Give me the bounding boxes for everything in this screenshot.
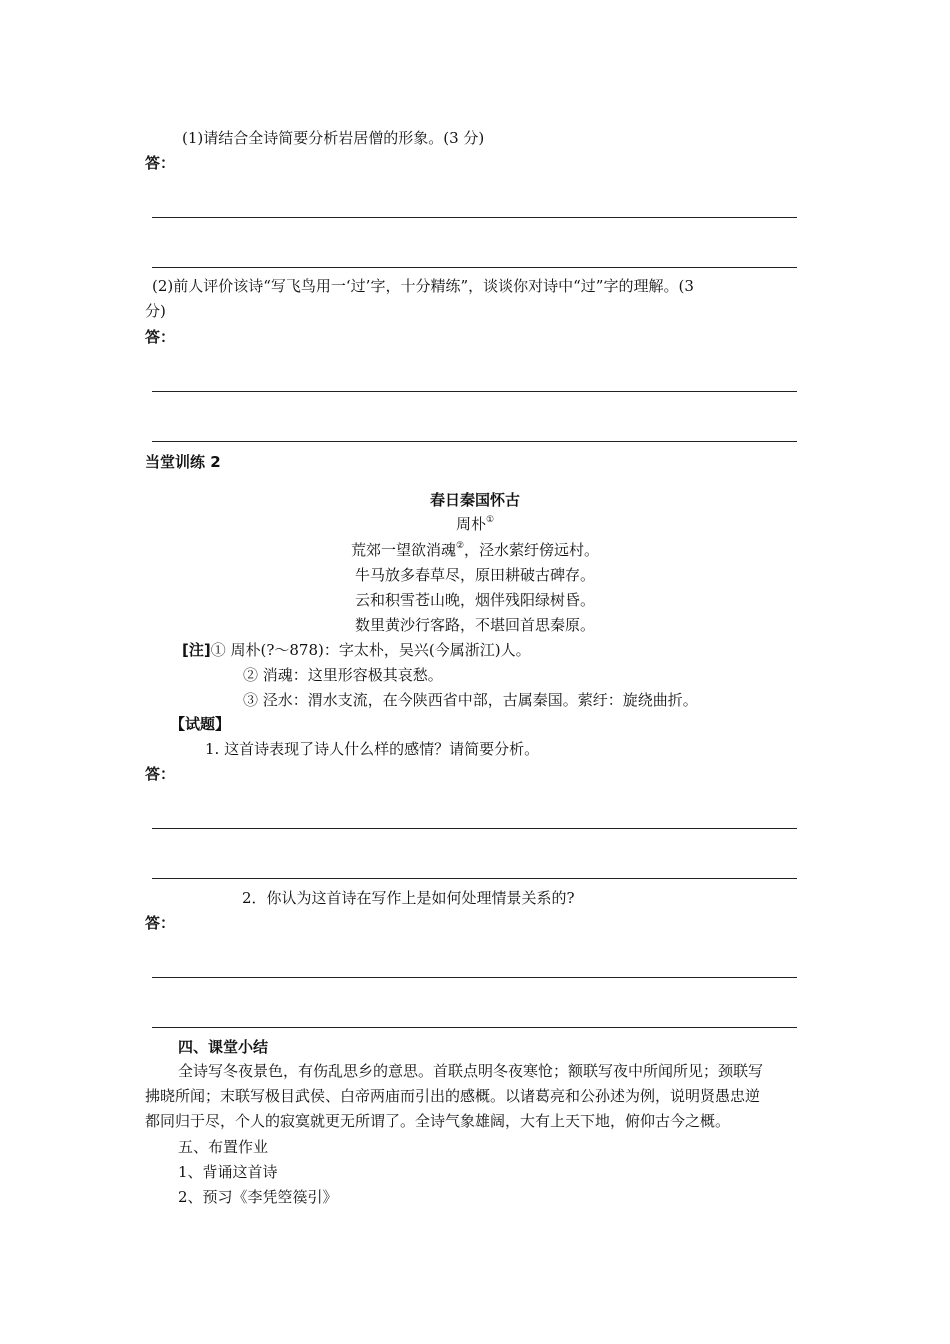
note-2: ② 消魂：这里形容极其哀愁。 <box>243 666 443 684</box>
poem-line: 牛马放多春草尽，原田耕破古碑存。 <box>354 566 595 584</box>
section-heading: 当堂训练 2 <box>145 453 221 471</box>
answer-label: 答： <box>145 914 176 932</box>
answer-line <box>152 977 797 978</box>
poem-title: 春日秦国怀古 <box>429 491 520 509</box>
note-1: [注]① 周朴(?～878)：字太朴，吴兴(今属浙江)人。 <box>182 641 531 659</box>
summary-heading: 四、课堂小结 <box>178 1038 269 1056</box>
homework-item: 2、预习《李凭箜篌引》 <box>178 1188 338 1206</box>
answer-label: 答： <box>145 765 176 783</box>
answer-line <box>152 391 797 392</box>
exercise-question-2: 2．你认为这首诗在写作上是如何处理情景关系的? <box>242 889 575 907</box>
answer-line <box>152 1027 797 1028</box>
exercise-heading: 【试题】 <box>170 715 231 733</box>
summary-text: 全诗写冬夜景色，有伤乱思乡的意思。首联点明冬夜寒怆；额联写夜中所闻所见；颈联写 <box>178 1062 764 1080</box>
answer-line <box>152 267 797 268</box>
poem-line: 荒郊一望欲消魂②，泾水萦纡傍远村。 <box>350 541 600 559</box>
answer-line <box>152 441 797 442</box>
question-1-text: (1)请结合全诗简要分析岩居僧的形象。(3 分) <box>182 129 485 147</box>
answer-label: 答： <box>145 154 176 172</box>
question-2-text-cont: 分) <box>145 302 166 320</box>
answer-line <box>152 217 797 218</box>
answer-label: 答： <box>145 328 176 346</box>
note-3: ③ 泾水：渭水支流，在今陕西省中部，古属秦国。萦纡：旋绕曲折。 <box>243 691 698 709</box>
poem-author: 周朴① <box>455 515 495 533</box>
homework-item: 1、背诵这首诗 <box>178 1163 278 1181</box>
exercise-question-1: 1. 这首诗表现了诗人什么样的感情？请简要分析。 <box>205 740 540 758</box>
answer-line <box>152 878 797 879</box>
question-2-text: (2)前人评价该诗“写飞鸟用一‘过’字，十分精练”，谈谈你对诗中“过”字的理解。(3 <box>152 277 694 295</box>
summary-text: 拂晓所闻；末联写极目武侯、白帝两庙而引出的感概。以诸葛亮和公孙述为例，说明贤愚忠逆 <box>145 1087 761 1105</box>
poem-line: 数里黄沙行客路，不堪回首思秦原。 <box>354 616 595 634</box>
homework-heading: 五、布置作业 <box>178 1138 269 1156</box>
poem-line: 云和积雪苍山晚，烟伴残阳绿树昏。 <box>354 591 595 609</box>
answer-line <box>152 828 797 829</box>
summary-text: 都同归于尽，个人的寂寞就更无所谓了。全诗气象雄阔，大有上天下地，俯仰古今之概。 <box>145 1112 731 1130</box>
